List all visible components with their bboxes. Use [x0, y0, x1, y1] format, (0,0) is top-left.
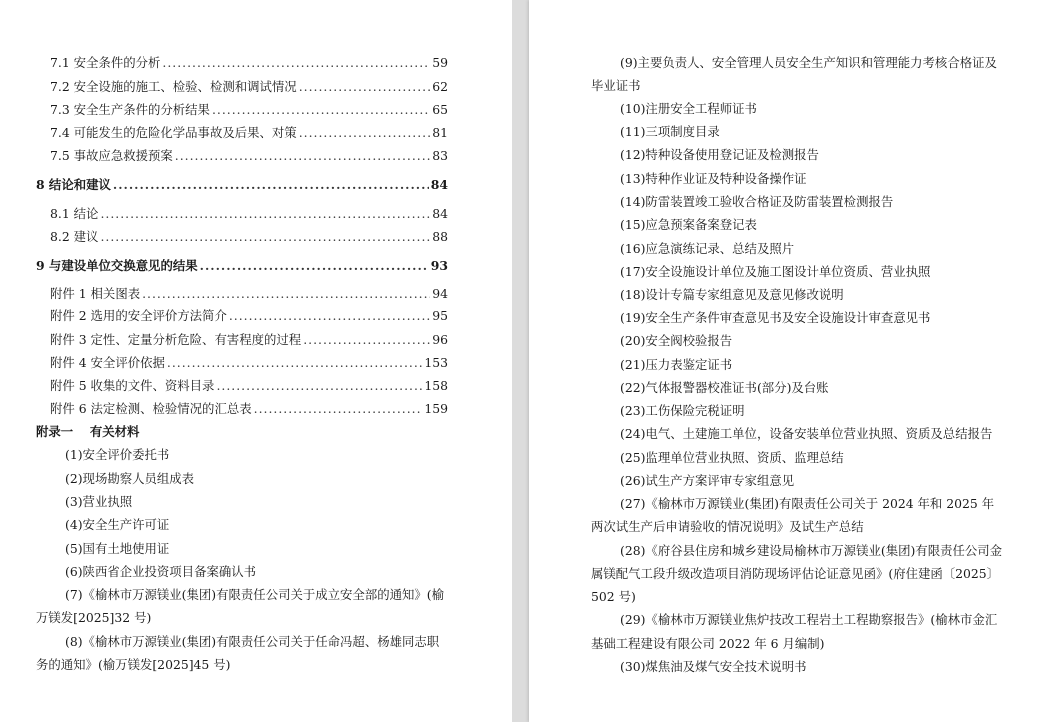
toc-leader [142, 286, 430, 302]
list-item: (15)应急预案备案登记表 [620, 217, 757, 232]
appendix-heading: 附录一 有关材料 [36, 424, 140, 439]
list-item: (20)安全阀校验报告 [620, 333, 733, 348]
list-item: (3)营业执照 [65, 494, 133, 509]
toc-label: 7.2 安全设施的施工、检验、检测和调试情况 [50, 79, 297, 94]
list-item: (24)电气、土建施工单位，设备安装单位营业执照、资质及总结报告 [620, 426, 993, 441]
list-item: (29)《榆林市万源镁业焦炉技改工程岩土工程勘察报告》(榆林市金汇 [620, 612, 998, 627]
list-item: (1)安全评价委托书 [65, 447, 170, 462]
toc-page: 158 [424, 378, 448, 393]
list-item: (28)《府谷县住房和城乡建设局榆林市万源镁业(集团)有限责任公司金 [620, 543, 1003, 558]
list-item: (12)特种设备使用登记证及检测报告 [620, 147, 819, 162]
toc-label: 8.2 建议 [50, 229, 99, 244]
toc-entry[interactable] [50, 332, 448, 348]
toc-page: 81 [432, 125, 448, 140]
list-item: (25)监理单位营业执照、资质、监理总结 [620, 450, 844, 465]
list-item: (6)陕西省企业投资项目备案确认书 [65, 564, 257, 579]
toc-leader [113, 177, 429, 193]
list-item-continuation: 毕业证书 [591, 78, 641, 93]
toc-leader [100, 206, 430, 222]
toc-label: 8.1 结论 [50, 206, 99, 221]
toc-label: 7.4 可能发生的危险化学品事故及后果、对策 [50, 125, 297, 140]
toc-entry[interactable] [50, 55, 448, 71]
list-item-continuation: 属镁配气工段升级改造项目消防现场评估论证意见函》(府住建函〔2025〕 [591, 566, 1000, 581]
toc-leader [229, 308, 430, 324]
toc-page: 96 [432, 332, 448, 347]
toc-label: 9 与建设单位交换意见的结果 [36, 258, 198, 273]
list-item: (9)主要负责人、安全管理人员安全生产知识和管理能力考核合格证及 [620, 55, 997, 70]
list-item: (30)煤焦油及煤气安全技术说明书 [620, 659, 807, 674]
right-page [529, 0, 1055, 722]
toc-chapter[interactable] [36, 258, 448, 274]
list-item: (22)气体报警器校准证书(部分)及台账 [620, 380, 829, 395]
page-gutter [512, 0, 529, 722]
toc-entry[interactable] [50, 355, 448, 371]
toc-entry[interactable] [50, 229, 448, 245]
toc-label: 附件 1 相关图表 [50, 286, 141, 301]
toc-entry[interactable] [50, 79, 448, 95]
toc-page: 88 [432, 229, 448, 244]
toc-leader [299, 125, 431, 141]
toc-entry[interactable] [50, 102, 448, 118]
list-item-continuation: 万镁发[2025]32 号) [36, 610, 152, 625]
toc-label: 附件 4 安全评价依据 [50, 355, 165, 370]
list-item: (21)压力表鉴定证书 [620, 357, 733, 372]
toc-leader [303, 332, 430, 348]
toc-leader [299, 79, 431, 95]
list-item: (7)《榆林市万源镁业(集团)有限责任公司关于成立安全部的通知》(榆 [65, 587, 444, 602]
toc-page: 84 [430, 177, 448, 192]
toc-page: 83 [432, 148, 448, 163]
list-item: (14)防雷装置竣工验收合格证及防雷装置检测报告 [620, 194, 894, 209]
list-item: (18)设计专篇专家组意见及意见修改说明 [620, 287, 844, 302]
toc-page: 59 [432, 55, 448, 70]
toc-label: 8 结论和建议 [36, 177, 111, 192]
toc-leader [100, 229, 430, 245]
list-item: (19)安全生产条件审查意见书及安全设施设计审查意见书 [620, 310, 931, 325]
list-item: (26)试生产方案评审专家组意见 [620, 473, 795, 488]
list-item: (11)三项制度目录 [620, 124, 720, 139]
list-item: (10)注册安全工程师证书 [620, 101, 757, 116]
list-item-continuation: 基础工程建设有限公司 2022 年 6 月编制) [591, 636, 825, 651]
toc-label: 7.5 事故应急救援预案 [50, 148, 173, 163]
left-page [0, 0, 512, 722]
list-item: (4)安全生产许可证 [65, 517, 170, 532]
toc-entry[interactable] [50, 125, 448, 141]
toc-entry[interactable] [50, 286, 448, 302]
toc-leader [162, 55, 430, 71]
toc-leader [254, 401, 423, 417]
toc-leader [216, 378, 422, 394]
toc-page: 94 [432, 286, 448, 301]
toc-page: 65 [432, 102, 448, 117]
toc-label: 附件 5 收集的文件、资料目录 [50, 378, 215, 393]
toc-page: 153 [424, 355, 448, 370]
toc-entry[interactable] [50, 206, 448, 222]
toc-entry[interactable] [50, 148, 448, 164]
list-item: (8)《榆林市万源镁业(集团)有限责任公司关于任命冯超、杨雄同志职 [65, 634, 440, 649]
list-item: (27)《榆林市万源镁业(集团)有限责任公司关于 2024 年和 2025 年 [620, 496, 995, 511]
list-item: (2)现场勘察人员组成表 [65, 471, 195, 486]
toc-leader [200, 258, 429, 274]
toc-chapter[interactable] [36, 177, 448, 193]
list-item-continuation: 务的通知》(榆万镁发[2025]45 号) [36, 657, 231, 672]
toc-label: 7.3 安全生产条件的分析结果 [50, 102, 210, 117]
toc-label: 7.1 安全条件的分析 [50, 55, 161, 70]
list-item: (16)应急演练记录、总结及照片 [620, 241, 795, 256]
toc-label: 附件 6 法定检测、检验情况的汇总表 [50, 401, 252, 416]
toc-page: 159 [424, 401, 448, 416]
toc-entry[interactable] [50, 401, 448, 417]
toc-entry[interactable] [50, 308, 448, 324]
toc-leader [175, 148, 430, 164]
toc-leader [167, 355, 422, 371]
list-item: (13)特种作业证及特种设备操作证 [620, 171, 807, 186]
toc-entry[interactable] [50, 378, 448, 394]
toc-label: 附件 2 选用的安全评价方法简介 [50, 308, 227, 323]
list-item-continuation: 两次试生产后申请验收的情况说明》及试生产总结 [591, 519, 864, 534]
list-item: (17)安全设施设计单位及施工图设计单位资质、营业执照 [620, 264, 931, 279]
toc-label: 附件 3 定性、定量分析危险、有害程度的过程 [50, 332, 302, 347]
list-item-continuation: 502 号) [591, 589, 636, 604]
list-item: (23)工伤保险完税证明 [620, 403, 745, 418]
toc-leader [212, 102, 430, 118]
toc-page: 84 [432, 206, 448, 221]
toc-page: 93 [430, 258, 448, 273]
toc-page: 95 [432, 308, 448, 323]
list-item: (5)国有土地使用证 [65, 541, 170, 556]
toc-page: 62 [432, 79, 448, 94]
